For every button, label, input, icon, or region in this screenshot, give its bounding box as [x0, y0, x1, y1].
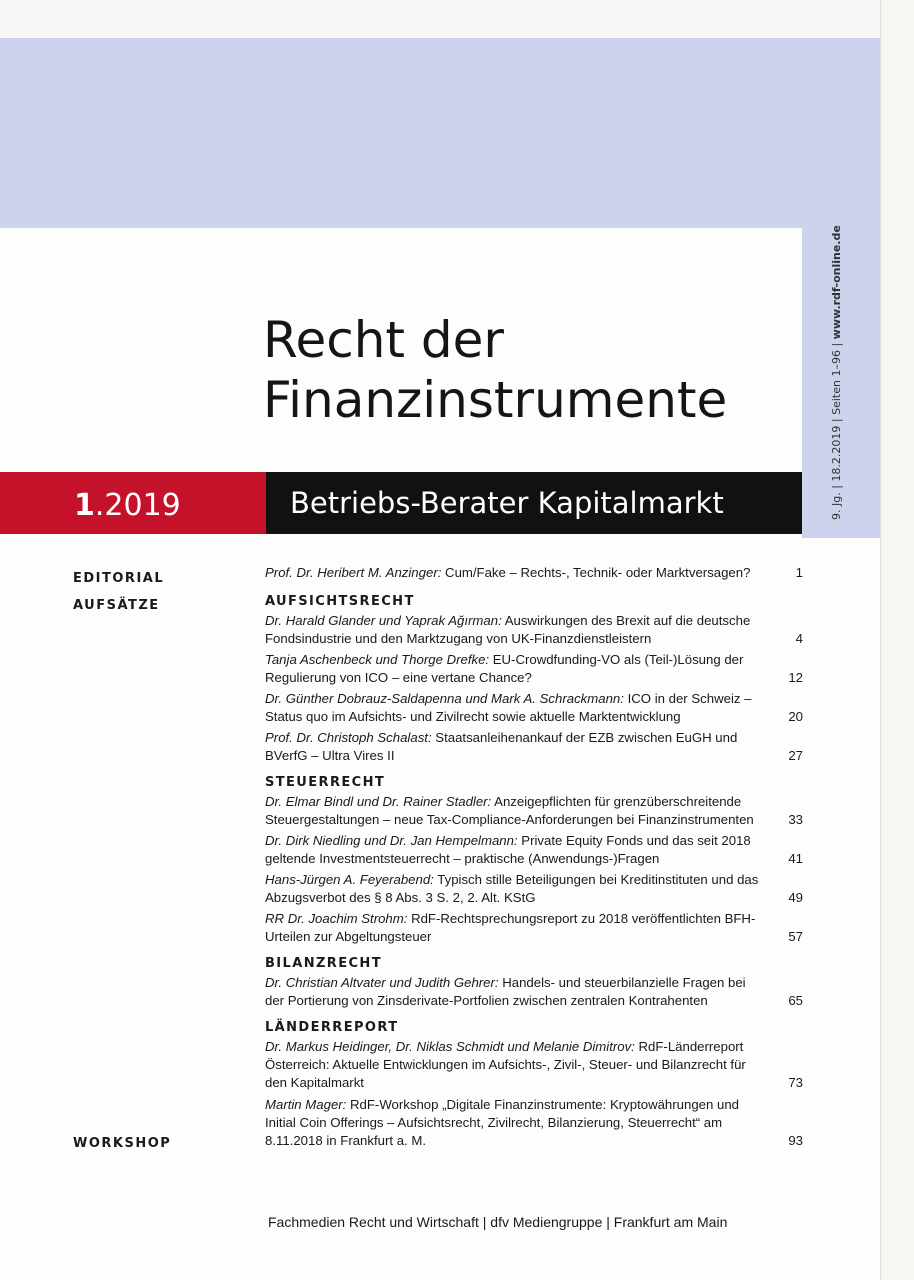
toc-entry[interactable]	[265, 793, 805, 829]
page-top-edge	[0, 0, 914, 38]
entry-page: 57	[788, 929, 803, 944]
toc-entry[interactable]	[265, 690, 805, 726]
issue-info: 9. Jg. | 18.2.2019 | Seiten 1–96 |	[830, 339, 843, 520]
entry-page: 4	[795, 631, 803, 646]
website-link[interactable]: www.rdf-online.de	[830, 225, 843, 340]
entry-page: 1	[795, 565, 803, 580]
issue-number	[74, 488, 181, 523]
label-workshop: WORKSHOP	[73, 1136, 172, 1151]
entry-page: 41	[788, 851, 803, 866]
entry-author: Tanja Aschenbeck und Thorge Drefke:	[265, 652, 490, 667]
entry-page: 49	[788, 890, 803, 905]
entry-author: Prof. Dr. Christoph Schalast:	[265, 730, 432, 745]
entry-title: Cum/Fake – Rechts-, Technik- oder Marktversagen?	[441, 565, 751, 580]
entry-title: RdF-Rechtsprechungsreport zu 2018 veröffentlichten BFH-Urteilen zur Abgeltungsteuer	[265, 911, 756, 944]
table-of-contents	[265, 564, 805, 1153]
title-line-1: Recht der	[263, 311, 504, 369]
issue-sep: .	[94, 488, 105, 523]
journal-subtitle: Betriebs-Berater Kapitalmarkt	[290, 486, 724, 520]
entry-title: Handels- und steuerbilanzielle Fragen bei der Portierung von Zinsderivate-Portfolien zwischen zentralen Kontrahenten	[265, 975, 746, 1008]
entry-title: EU-Crowdfunding-VO als (Teil-)Lösung der Regulierung von ICO – eine vertane Chance?	[265, 652, 744, 685]
entry-author: Dr. Günther Dobrauz-Saldapenna und Mark A. Schrackmann:	[265, 691, 624, 706]
entry-author: Martin Mager:	[265, 1097, 347, 1112]
entry-page: 12	[788, 670, 803, 685]
toc-entry[interactable]	[265, 612, 805, 648]
entry-title: Typisch stille Beteiligungen bei Kreditinstituten und das Abzugsverbot des § 8 Abs. 3 S. 2, 2. Alt. KStG	[265, 872, 759, 905]
entry-page: 20	[788, 709, 803, 724]
entry-author: Hans-Jürgen A. Feyerabend:	[265, 872, 434, 887]
entry-title: ICO in der Schweiz – Status quo im Aufsichts- und Zivilrecht sowie aktuelle Marktentwicklung	[265, 691, 752, 724]
toc-entry[interactable]	[265, 729, 805, 765]
entry-title: RdF-Workshop „Digitale Finanzinstrumente: Kryptowährungen und Initial Coin Offerings – Aufsichtsrecht, Zivilrecht, Bilanzierung, Steuerrecht“ am 8.11.2018 in Frankfurt a. M.	[265, 1097, 739, 1148]
section-title: AUFSICHTSRECHT	[265, 594, 415, 609]
section-title: STEUERRECHT	[265, 775, 386, 790]
entry-author: Dr. Dirk Niedling und Dr. Jan Hempelmann:	[265, 833, 518, 848]
entry-page: 73	[788, 1075, 803, 1090]
toc-entry-workshop[interactable]	[265, 1096, 805, 1150]
toc-entry[interactable]	[265, 871, 805, 907]
entry-page: 65	[788, 993, 803, 1008]
journal-title	[263, 310, 727, 430]
label-aufsaetze: AUFSÄTZE	[73, 598, 160, 613]
entry-page: 93	[788, 1133, 803, 1148]
entry-page: 33	[788, 812, 803, 827]
entry-title: RdF-Länderreport Österreich: Aktuelle Entwicklungen im Aufsichts-, Zivil-, Steuer- und Bilanzrecht für den Kapitalmarkt	[265, 1039, 746, 1090]
toc-entry[interactable]	[265, 1038, 805, 1092]
section-title: BILANZRECHT	[265, 956, 382, 971]
toc-entry-editorial[interactable]	[265, 564, 805, 582]
issue-num: 1	[74, 488, 95, 523]
publisher-footer: Fachmedien Recht und Wirtschaft | dfv Mediengruppe | Frankfurt am Main	[268, 1214, 728, 1230]
toc-entry[interactable]	[265, 651, 805, 687]
entry-author: Dr. Christian Altvater und Judith Gehrer:	[265, 975, 499, 990]
entry-title: Private Equity Fonds und das seit 2018 geltende Investmentsteuerrecht – praktische (Anwendungs-)Fragen	[265, 833, 751, 866]
toc-entry[interactable]	[265, 974, 805, 1010]
entry-page: 27	[788, 748, 803, 763]
entry-author: Prof. Dr. Heribert M. Anzinger:	[265, 565, 442, 580]
section-title: LÄNDERREPORT	[265, 1020, 399, 1035]
entry-title: Anzeigepflichten für grenzüberschreitende Steuergestaltungen – neue Tax-Compliance-Anforderungen bei Finanzinstrumenten	[265, 794, 754, 827]
issue-info-vertical	[830, 220, 843, 520]
toc-entry[interactable]	[265, 832, 805, 868]
entry-author: Dr. Harald Glander und Yaprak Ağırman:	[265, 613, 502, 628]
entry-author: Dr. Elmar Bindl und Dr. Rainer Stadler:	[265, 794, 492, 809]
entry-title: Auswirkungen des Brexit auf die deutsche Fondsindustrie und den Marktzugang von UK-Finanzdienstleistern	[265, 613, 751, 646]
title-line-2: Finanzinstrumente	[263, 371, 728, 429]
label-editorial: EDITORIAL	[73, 571, 165, 586]
issue-year: 2019	[104, 488, 181, 523]
entry-author: Dr. Markus Heidinger, Dr. Niklas Schmidt und Melanie Dimitrov:	[265, 1039, 635, 1054]
toc-entry[interactable]	[265, 910, 805, 946]
header-band	[0, 38, 880, 228]
entry-author: RR Dr. Joachim Strohm:	[265, 911, 408, 926]
page-right-edge	[880, 0, 914, 1280]
entry-title: Staatsanleihenankauf der EZB zwischen EuGH und BVerfG – Ultra Vires II	[265, 730, 738, 763]
